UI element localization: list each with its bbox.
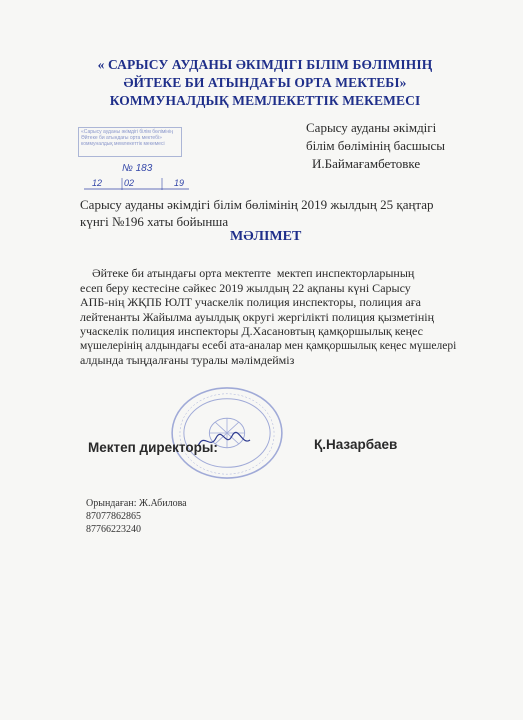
body-line: лейтенанты Жайылма ауылдық округі жергілікті полиция қызметінің (80, 309, 435, 324)
header-line-1: « САРЫСУ АУДАНЫ ӘКІМДІГІ БІЛІМ БӨЛІМІНІҢ (97, 57, 433, 72)
body-line: мүшелерінің алдындағы есебі ата-аналар мен қамқоршылық кеңес мүшелері (80, 339, 457, 352)
registration-stamp-text: «Сарысу ауданы әкімдігі білім бөлімінің Әйтеке би атындағы орта мектебі» коммуналдық мемлекеттік мекемесі (81, 129, 174, 147)
body-line: алдында тыңдалғаны туралы мәлімдейміз (80, 353, 295, 367)
addressee-line-2: білім бөлімінің басшысы (306, 138, 446, 153)
executor-name: Орындаған: Ж.Абилова (86, 498, 187, 509)
body-line: АПБ-нің ЖҚПБ ЮЛТ учаскелік полиция инспекторы, полиция аға (80, 295, 421, 309)
addressee-line-3: И.Баймағамбетовке (312, 156, 421, 171)
header-line-3: КОММУНАЛДЫҚ МЕМЛЕКЕТТІК МЕКЕМЕСІ (109, 93, 421, 108)
registration-date-year: 19 (174, 178, 185, 188)
header-line-2: ӘЙТЕКЕ БИ АТЫНДАҒЫ ОРТА МЕКТЕБІ» (123, 75, 407, 90)
reference-line-2: күнгі №196 хаты бойынша (80, 214, 229, 229)
signature-label: Мектеп директоры: (88, 440, 218, 455)
body-line: Әйтеке би атындағы орта мектепте мектеп инспекторларының (80, 266, 415, 280)
executor-phone-2: 87766223240 (86, 524, 141, 535)
body-line: учаскелік полиция инспекторы Д.Хасановтың қамқоршылық кеңес (80, 324, 423, 338)
registration-stamp (78, 127, 182, 157)
executor-phone-1: 87077862865 (86, 511, 141, 522)
body-line: есеп беру кестесіне сәйкес 2019 жылдың 22 ақпаны күні Сарысу (80, 280, 411, 295)
stamp-underline (84, 176, 194, 192)
registration-date-day: 12 (92, 178, 103, 188)
reference-line-1: Сарысу ауданы әкімдігі білім бөлімінің 2019 жылдың 25 қаңтар (80, 197, 434, 212)
addressee-line-1: Сарысу ауданы әкімдігі (306, 120, 437, 135)
registration-number: № 183 (122, 163, 153, 174)
document-title: МӘЛІМЕТ (230, 229, 302, 244)
body-paragraph (80, 266, 457, 368)
registration-date-month: 02 (124, 178, 135, 188)
signature-name: Қ.Назарбаев (314, 437, 398, 452)
